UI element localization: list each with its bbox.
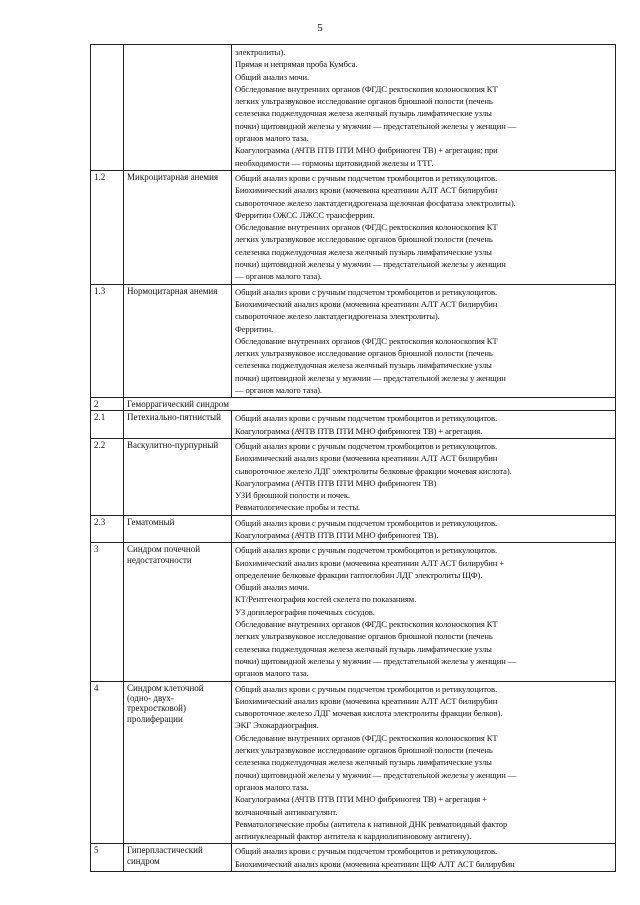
examination-line: органов малого таза. xyxy=(235,668,309,679)
examination-line: Ревматологические пробы (антитела к нативной ДНК ревматоидный фактор xyxy=(235,818,508,829)
examination-line: Общий анализ крови с ручным подсчетом тромбоцитов и ретикулоцитов. xyxy=(235,517,497,528)
row-number: 5 xyxy=(91,844,124,872)
examination-line: селезенка поджелудочная железа желчный пузырь лимфатические узлы xyxy=(235,643,492,654)
examination-line: почки) щитовидной железы у мужчин — предстательной железы у женщин — xyxy=(235,120,517,131)
examination-line: Общий анализ крови с ручным подсчетом тромбоцитов и ретикулоцитов. xyxy=(235,440,497,451)
examination-line: почки) щитовидной железы у мужчин — предстательной железы у женщин xyxy=(235,259,506,270)
table-row xyxy=(91,411,616,439)
examination-line: Общий анализ крови с ручным подсчетом тромбоцитов и ретикулоцитов. xyxy=(235,545,497,556)
examination-line: Общий анализ мочи. xyxy=(235,582,310,593)
syndrome-name: Синдром почечной недостаточности xyxy=(124,543,232,681)
syndrome-name xyxy=(124,45,232,171)
table-row xyxy=(91,681,616,844)
examination-line: — органов малого таза). xyxy=(235,385,322,396)
examination-line: Общий анализ крови с ручным подсчетом тромбоцитов и ретикулоцитов. xyxy=(235,846,497,857)
examination-line: Общий анализ крови с ручным подсчетом тромбоцитов и ретикулоцитов. xyxy=(235,172,497,183)
examination-line: Биохимический анализ крови (мочевина креатинин АЛТ АСТ билирубин xyxy=(235,298,498,309)
table-row xyxy=(91,844,616,872)
examination-line: легких ультразвуковое исследование органов брюшной полости (печень xyxy=(235,745,493,756)
examination-line: легких ультразвуковое исследование органов брюшной полости (печень xyxy=(235,348,493,359)
examination-line: Обследование внутренних органов (ФГДС ректоскопия колоноскопия КТ xyxy=(235,222,498,233)
row-number: 1.3 xyxy=(91,284,124,398)
examination-line: ЭКГ Эхокардиография. xyxy=(235,720,319,731)
examination-line: почки) щитовидной железы у мужчин — предстательной железы у женщин — xyxy=(235,655,517,666)
syndrome-name: Синдром клеточной (одно- двух- трехростковой) пролиферации xyxy=(124,681,232,844)
examination-line: Обследование внутренних органов (ФГДС ректоскопия колоноскопия КТ xyxy=(235,732,498,743)
examination-line: необходимости — гормоны щитовидной железы и ТТГ. xyxy=(235,157,434,168)
table-row xyxy=(91,543,616,681)
table-body xyxy=(91,45,616,872)
examination-line: селезенка поджелудочная железа желчный пузырь лимфатические узлы xyxy=(235,757,492,768)
row-number: 2.1 xyxy=(91,411,124,439)
examination-line: легких ультразвуковое исследование органов брюшной полости (печень xyxy=(235,631,493,642)
page-number: 5 xyxy=(317,22,323,34)
examination-line: Ферритин. xyxy=(235,323,273,334)
table-row xyxy=(91,398,616,411)
examination-line: Биохимический анализ крови (мочевина креатинин АЛТ АСТ билирубин xyxy=(235,453,498,464)
table-row xyxy=(91,515,616,543)
examination-line: сывороточное железо ЛДГ мочевая кислота электролиты фракции белков). xyxy=(235,708,503,719)
examination-list xyxy=(232,284,616,398)
syndrome-name: Гиперпластический синдром xyxy=(124,844,232,872)
syndrome-name: Гематомный xyxy=(124,515,232,543)
examination-line: Ревматологические пробы и тесты. xyxy=(235,502,361,513)
examination-list xyxy=(232,45,616,171)
examination-line: Биохимический анализ крови (мочевина креатинин АЛТ АСТ билирубин + xyxy=(235,557,505,568)
examination-line: электролиты). xyxy=(235,47,286,57)
row-number: 2.3 xyxy=(91,515,124,543)
examination-line: органов малого таза. xyxy=(235,133,309,144)
syndrome-name: Васкулитно-пурпурный xyxy=(124,438,232,515)
row-number xyxy=(91,45,124,171)
examination-line: Биохимический анализ крови (мочевина креатинин АЛТ АСТ билирубин xyxy=(235,185,498,196)
examination-line: Общий анализ крови с ручным подсчетом тромбоцитов и ретикулоцитов. xyxy=(235,413,497,424)
examination-line: селезенка поджелудочная железа желчный пузырь лимфатические узлы xyxy=(235,246,492,257)
row-number: 2 xyxy=(91,398,124,411)
examination-line: почки) щитовидной железы у мужчин — предстательной железы у женщин xyxy=(235,372,506,383)
examination-list xyxy=(232,681,616,844)
examination-line: УЗ допплерография почечных сосудов. xyxy=(235,606,375,617)
examination-line: Общий анализ крови с ручным подсчетом тромбоцитов и ретикулоцитов. xyxy=(235,286,497,297)
examination-line: — органов малого таза). xyxy=(235,271,322,282)
examination-line: селезенка поджелудочная железа желчный пузырь лимфатические узлы xyxy=(235,360,492,371)
examination-line: Биохимический анализ крови (мочевина креатинин ЩФ АЛТ АСТ билирубин xyxy=(235,858,515,869)
examination-line: Общий анализ крови с ручным подсчетом тромбоцитов и ретикулоцитов. xyxy=(235,683,497,694)
examination-line: Обследование внутренних органов (ФГДС ректоскопия колоноскопия КТ xyxy=(235,83,498,94)
examination-table xyxy=(90,44,616,872)
examination-line: сывороточное железо лактатдегидрогеназа щелочная фосфатаза электролиты). xyxy=(235,197,516,208)
syndrome-name: Нормоцитарная анемия xyxy=(124,284,232,398)
examination-line: антинуклеарный фактор антитела к кардиолипиновому антигену). xyxy=(235,831,472,842)
row-number: 3 xyxy=(91,543,124,681)
examination-line: Обследование внутренних органов (ФГДС ректоскопия колоноскопия КТ xyxy=(235,619,498,630)
examination-list xyxy=(232,411,616,439)
row-number: 1.2 xyxy=(91,170,124,284)
examination-line: Коагулограмма (АЧТВ ПТВ ПТИ МНО фибриноген ТВ) + агрегация. xyxy=(235,425,483,436)
row-number: 2.2 xyxy=(91,438,124,515)
examination-line: УЗИ брюшной полости и почек. xyxy=(235,490,350,501)
examination-line: легких ультразвуковое исследование органов брюшной полости (печень xyxy=(235,234,493,245)
examination-line: Биохимический анализ крови (мочевина креатинин АЛТ АСТ билирубин xyxy=(235,695,498,706)
section-title: Геморрагический синдром xyxy=(124,398,616,411)
table-row xyxy=(91,284,616,398)
table-row xyxy=(91,170,616,284)
examination-line: сывороточное железо ЛДГ электролиты белковые фракции мочевая кислота). xyxy=(235,465,512,476)
examination-list xyxy=(232,170,616,284)
examination-line: КТ/Рентгенография костей скелета по показаниям. xyxy=(235,594,417,605)
syndrome-name: Микроцитарная анемия xyxy=(124,170,232,284)
examination-line: Коагулограмма (АЧТВ ПТВ ПТИ МНО фибриноген ТВ). xyxy=(235,529,439,540)
examination-list xyxy=(232,543,616,681)
row-number: 4 xyxy=(91,681,124,844)
examination-line: Коагулограмма (АЧТВ ПТВ ПТИ МНО фибриноген ТВ) + агрегация; при xyxy=(235,145,498,156)
examination-list xyxy=(232,515,616,543)
examination-list xyxy=(232,844,616,872)
examination-line: Обследование внутренних органов (ФГДС ректоскопия колоноскопия КТ xyxy=(235,335,498,346)
examination-line: Общий анализ мочи. xyxy=(235,71,310,82)
examination-line: селезенка поджелудочная железа желчный пузырь лимфатические узлы xyxy=(235,108,492,119)
examination-line: Коагулограмма (АЧТВ ПТВ ПТИ МНО фибриноген ТВ) + агрегация + xyxy=(235,794,487,805)
examination-line: органов малого таза. xyxy=(235,781,309,792)
examination-line: легких ультразвуковое исследование органов брюшной полости (печень xyxy=(235,96,493,107)
examination-list xyxy=(232,438,616,515)
examination-line: сывороточное железо лактатдегидрогеназа электролиты). xyxy=(235,311,440,322)
examination-line: волчаночный антикоагулянт. xyxy=(235,806,338,817)
table-row xyxy=(91,438,616,515)
examination-line: определение белковые фракции гаптоглобин ЛДГ электролиты ЩФ). xyxy=(235,569,483,580)
examination-line: Коагулограмма (АЧТВ ПТВ ПТИ МНО фибриноген ТВ) xyxy=(235,477,437,488)
examination-line: почки) щитовидной железы у мужчин — предстательной железы у женщин — xyxy=(235,769,517,780)
examination-line: Прямая и непрямая проба Кумбса. xyxy=(235,59,358,70)
syndrome-name: Петехиально-пятнистый xyxy=(124,411,232,439)
examination-line: Ферритин ОЖСС ЛЖСС трансферрин. xyxy=(235,209,375,220)
table-row xyxy=(91,45,616,171)
